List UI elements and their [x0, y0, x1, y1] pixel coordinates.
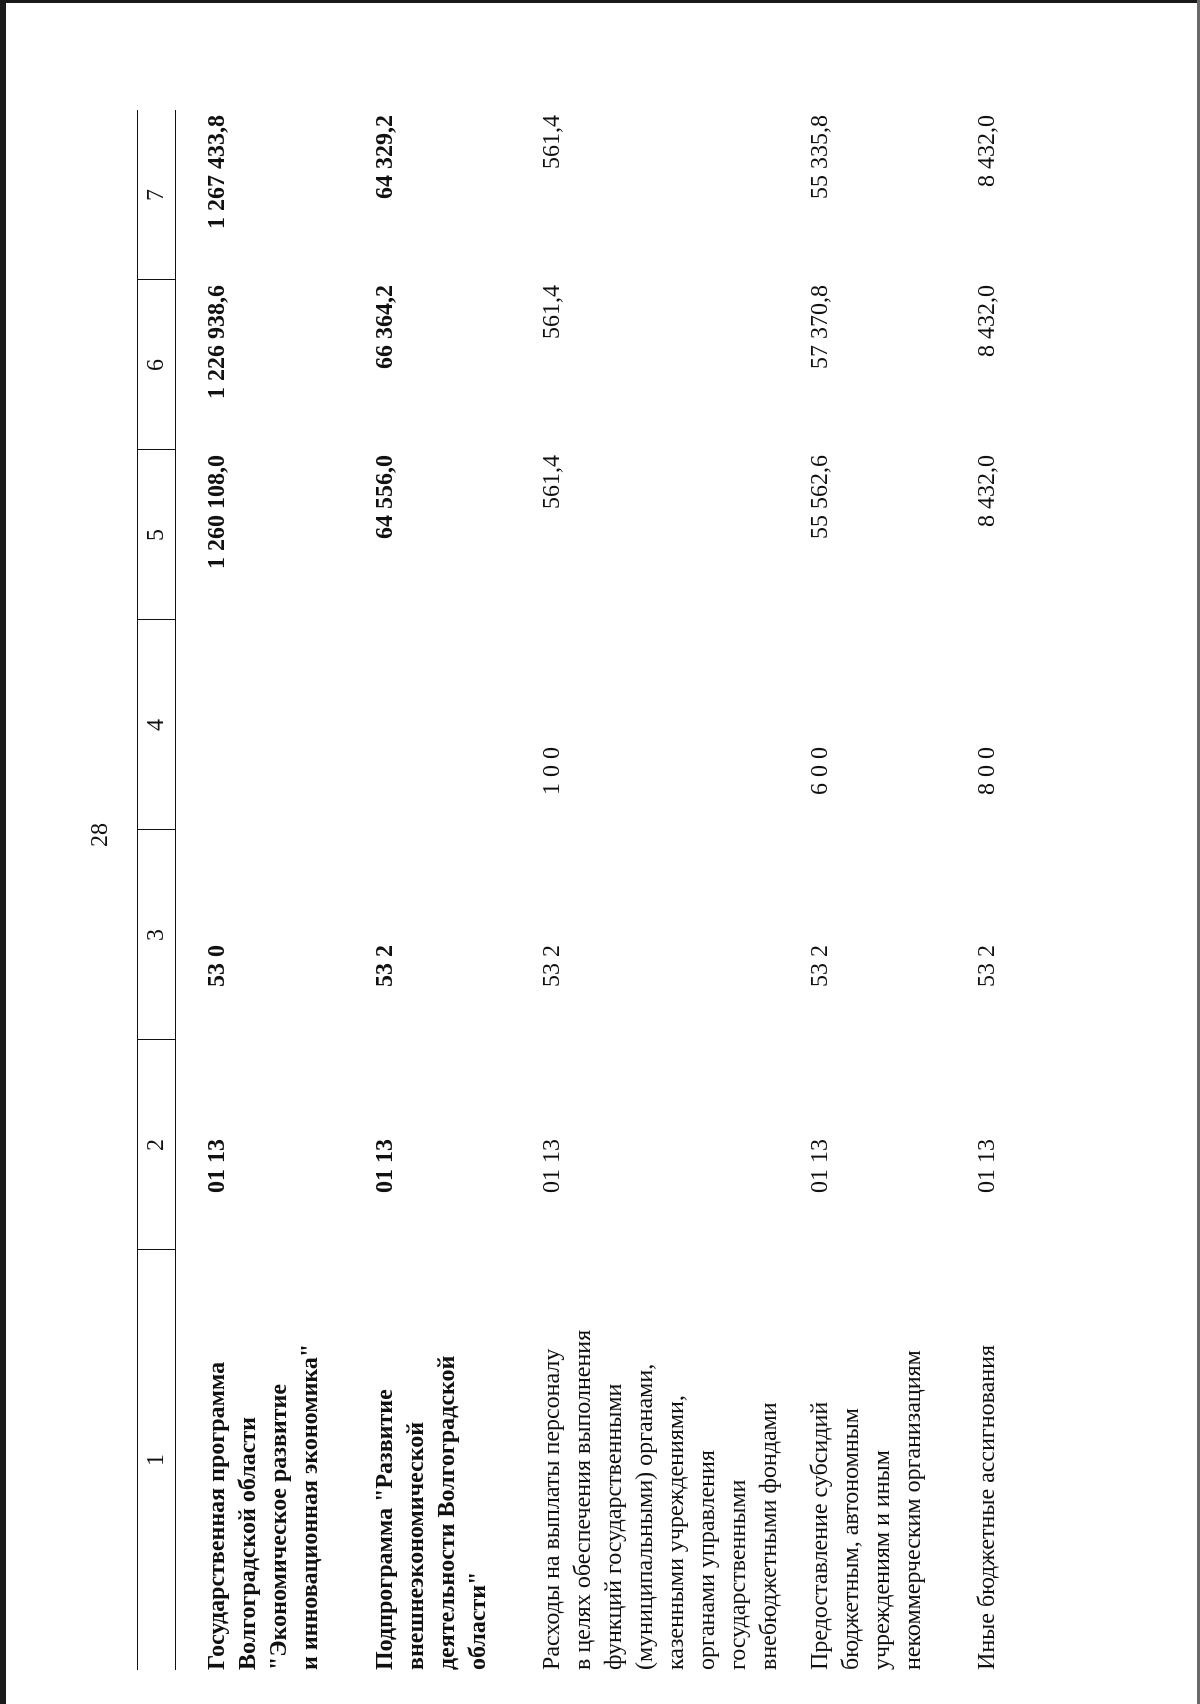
header-cell-4: 4 [143, 719, 169, 731]
row-value-col5: 561,4 [539, 455, 565, 509]
row-value-col6: 57 370,8 [807, 285, 833, 369]
row-name-line: Государственная программа [204, 1361, 230, 1670]
row-value-col5: 1 260 108,0 [204, 455, 230, 569]
row-expense-type: 6 0 0 [807, 747, 833, 795]
row-name-line: Расходы на выплаты персоналу [539, 1348, 565, 1670]
row-target-code: 53 2 [974, 945, 1000, 987]
row-name-line: области" [465, 1571, 491, 1670]
row-name-line: Волгоградской области [235, 1417, 261, 1670]
row-name-line: функций государственными [601, 1383, 627, 1670]
row-name-line: некоммерческим организациям [900, 1350, 926, 1670]
row-name [972, 1250, 1003, 1670]
row-value-col5: 64 556,0 [372, 455, 398, 539]
header-cell-1: 1 [143, 1454, 169, 1466]
row-value-col7: 55 335,8 [807, 115, 833, 199]
row-expense-type: 8 0 0 [974, 747, 1000, 795]
row-value-col6: 66 364,2 [372, 285, 398, 369]
row-name-line: органами управления [694, 1450, 720, 1670]
header-bottom-rule [175, 110, 176, 1670]
row-value-col6: 1 226 938,6 [204, 285, 230, 399]
row-section-code: 01 13 [539, 1139, 565, 1193]
row-name-line: казенными учреждениями, [663, 1395, 689, 1670]
row-value-col7: 64 329,2 [372, 115, 398, 199]
header-cell-5: 5 [143, 529, 169, 541]
row-target-code: 53 2 [372, 945, 398, 987]
row-value-col6: 8 432,0 [974, 285, 1000, 357]
row-name-line: государственными [725, 1479, 751, 1670]
row-target-code: 53 2 [807, 945, 833, 987]
row-name-line: Иные бюджетные ассигнования [974, 1345, 1000, 1670]
budget-table [137, 110, 1187, 1670]
row-name-line: Предоставление субсидий [807, 1401, 833, 1670]
row-section-code: 01 13 [204, 1139, 230, 1193]
row-target-code: 53 0 [204, 945, 230, 987]
row-value-col7: 561,4 [539, 115, 565, 169]
row-value-col6: 561,4 [539, 285, 565, 339]
row-section-code: 01 13 [372, 1139, 398, 1193]
row-name-line: бюджетным, автономным [838, 1408, 864, 1670]
row-value-col5: 8 432,0 [974, 455, 1000, 527]
row-name-line: внебюджетными фондами [756, 1402, 782, 1670]
row-name [805, 1250, 929, 1670]
header-cell-3: 3 [143, 929, 169, 941]
row-section-code: 01 13 [974, 1139, 1000, 1193]
header-cell-6: 6 [143, 359, 169, 371]
row-name-line: учреждениям и иным [869, 1450, 895, 1670]
row-value-col7: 8 432,0 [974, 115, 1000, 187]
page-number: 28 [87, 823, 113, 847]
row-section-code: 01 13 [807, 1139, 833, 1193]
row-name-line: деятельности Волгоградской [434, 1355, 460, 1670]
row-value-col5: 55 562,6 [807, 455, 833, 539]
row-target-code: 53 2 [539, 945, 565, 987]
scan-edge-top [0, 0, 1200, 3]
row-value-col7: 1 267 433,8 [204, 115, 230, 229]
scan-edge-left [0, 0, 6, 1704]
row-name [370, 1250, 494, 1670]
row-name-line: "Экономическое развитие [266, 1383, 292, 1670]
row-name-line: и инновационная экономика" [297, 1343, 323, 1670]
row-name [537, 1250, 785, 1670]
row-name [202, 1250, 326, 1670]
row-name-line: внешнеэкономической [403, 1421, 429, 1670]
header-cell-2: 2 [143, 1139, 169, 1151]
row-name-line: Подпрограмма "Развитие [372, 1389, 398, 1670]
row-expense-type: 1 0 0 [539, 747, 565, 795]
header-cell-7: 7 [143, 189, 169, 201]
row-name-line: (муниципальными) органами, [632, 1363, 658, 1670]
row-name-line: в целях обеспечения выполнения [570, 1329, 596, 1670]
